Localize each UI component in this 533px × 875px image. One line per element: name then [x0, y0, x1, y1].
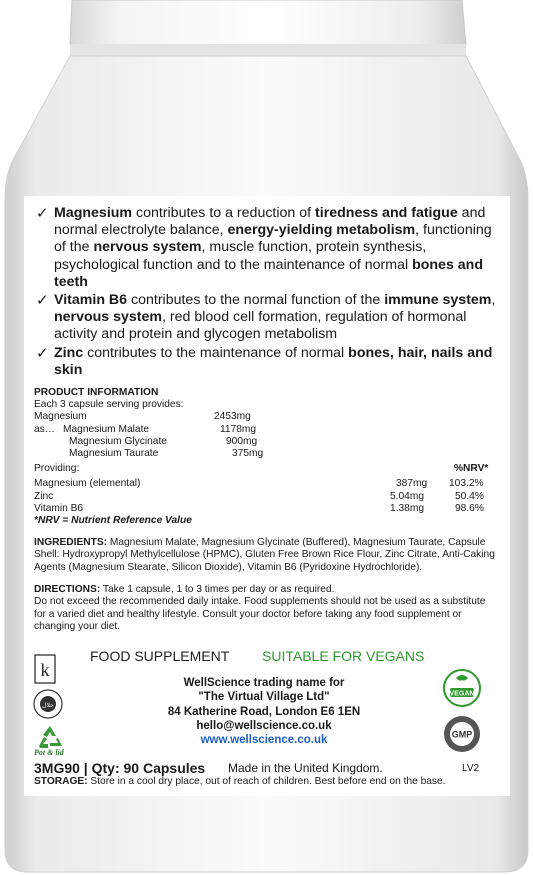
claim-bold-text: tiredness and fatigue	[315, 205, 458, 221]
nutrient-row	[34, 503, 500, 515]
serving-text: Each 3 capsule serving provides:	[34, 399, 184, 411]
claim-bold-text: Vitamin B6	[54, 292, 128, 309]
form-name: Magnesium Malate	[63, 423, 150, 435]
claim-bold-text: nervous system	[54, 309, 163, 326]
product-information	[34, 387, 500, 527]
magnesium-label: Magnesium	[34, 411, 87, 423]
nutrient-nrv: 50.4%	[455, 490, 484, 502]
vegan-badge-icon	[442, 668, 482, 708]
claim-bold-text: nervous system	[93, 239, 202, 256]
email-text: hello@wellscience.co.uk	[196, 719, 332, 732]
ingredients-label: INGREDIENTS:	[34, 537, 108, 549]
providing-row	[34, 463, 500, 475]
form-row	[34, 436, 500, 448]
storage	[34, 776, 446, 787]
claim-text: contributes to the maintenance of normal	[83, 344, 349, 361]
kosher-k-icon	[34, 654, 56, 684]
providing-label: Providing:	[34, 463, 80, 475]
storage-text: Store in a cool dry place, out of reach of children. Best before end on the base.	[87, 776, 446, 787]
company-address	[144, 676, 384, 747]
form-value: 375mg	[232, 448, 264, 459]
gmp-badge-icon	[442, 714, 482, 754]
logos-area	[34, 648, 500, 758]
directions-warning: Do not exceed the recommended daily intake. Food supplements should not be used as a substitute for a varied diet and healthy lifestyle. Consult your doctor before taking any food supplement or changing your diet.	[34, 596, 486, 632]
claim-bold-text: immune system	[384, 292, 492, 309]
nutrient-amount: 1.38mg	[390, 502, 424, 514]
directions-text: Take 1 capsule, 1 to 3 times per day or as required.	[100, 584, 335, 596]
vegan-badge-text: VEGAN	[449, 690, 475, 698]
made-in-text: Made in the United Kingdom.	[228, 761, 383, 775]
suitable-for-vegans-text: SUITABLE FOR VEGANS	[262, 648, 425, 664]
checkmark-icon: ✓	[36, 205, 49, 222]
claim-bold-text: energy-yielding metabolism	[227, 222, 416, 239]
product-code: 3MG90 | Qty: 90 Capsules	[34, 760, 206, 776]
nutrient-name: Vitamin B6	[34, 502, 84, 514]
nutrient-amount: 5.04mg	[390, 490, 424, 502]
form-row	[34, 424, 500, 436]
health-claim	[34, 205, 500, 291]
nutrient-nrv: 103.2%	[449, 478, 484, 490]
form-value: 1178mg	[220, 423, 257, 435]
nutrient-amount: 387mg	[396, 478, 428, 490]
directions	[34, 584, 500, 633]
food-supplement-text: FOOD SUPPLEMENT	[90, 648, 230, 664]
claim-bold-text: bones, hair, nails and skin	[54, 344, 493, 378]
nutrient-name: Magnesium (elemental)	[34, 478, 141, 490]
health-claim	[34, 292, 500, 344]
claim-text: , red blood cell formation, regulation of hormonal activity and protein and glycogen metabolism	[54, 309, 467, 343]
claim-text: contributes to a reduction of	[132, 205, 316, 221]
address-line: "The Virtual Village Ltd"	[198, 691, 330, 704]
product-label	[34, 205, 500, 633]
nutrient-row	[34, 478, 500, 490]
nutrient-name: Zinc	[34, 490, 54, 502]
ingredients-text: Magnesium Malate, Magnesium Glycinate (Buffered), Magnesium Taurate, Capsule Shell: Hydroxypropyl Methylcellulose (HPMC), Gluten Free Brown Rice Flour, Zinc Citrate, Anti-Caking Agents (Magnesium Stearate, Silicon Dioxide), Vitamin B6 (Pyridoxine Hydrochloride).	[34, 537, 495, 573]
claim-text: and normal electrolyte balance,	[54, 205, 486, 239]
nutrient-nrv: 98.6%	[455, 502, 484, 514]
halal-icon	[32, 688, 64, 720]
form-name: Magnesium Taurate	[69, 448, 159, 459]
form-value: 900mg	[226, 435, 258, 447]
storage-label: STORAGE:	[34, 776, 88, 787]
lv-code: LV2	[462, 763, 480, 774]
pot-lid-text: Pot & lid	[34, 748, 64, 757]
recycle-icon	[36, 724, 64, 750]
checkmark-icon: ✓	[36, 292, 49, 310]
claim-bold-text: Zinc	[54, 344, 84, 361]
gmp-badge-text: GMP	[451, 729, 473, 740]
svg-text:حلال: حلال	[42, 702, 54, 709]
form-name: Magnesium Glycinate	[69, 435, 167, 447]
claim-bold-text: Magnesium	[54, 205, 133, 221]
health-claims	[34, 205, 500, 379]
checkmark-icon: ✓	[36, 344, 49, 362]
claim-text: ,	[491, 292, 496, 309]
nrv-header: %NRV*	[454, 463, 489, 475]
form-row	[34, 448, 500, 460]
website-link[interactable]: www.wellscience.co.uk	[200, 734, 328, 747]
product-info-title: PRODUCT INFORMATION	[34, 387, 159, 399]
nrv-note: *NRV = Nutrient Reference Value	[34, 514, 192, 526]
directions-label: DIRECTIONS:	[34, 584, 101, 596]
address-line: WellScience trading name for	[183, 677, 345, 689]
ingredients	[34, 537, 500, 574]
health-claim	[34, 345, 500, 379]
svg-text:k: k	[40, 660, 50, 680]
as-label: as…	[34, 423, 55, 435]
magnesium-value: 2453mg	[214, 411, 251, 423]
claim-text: contributes to the normal function of the	[127, 292, 385, 309]
claim-bold-text: bones and teeth	[54, 256, 484, 290]
nutrient-row	[34, 491, 500, 503]
claim-text: , functioning of the	[54, 222, 492, 256]
address-line: 84 Katherine Road, London E6 1EN	[167, 705, 361, 718]
claim-text: , muscle function, protein synthesis, psychological function and to the maintenance of normal	[54, 239, 427, 273]
magnesium-row	[34, 411, 500, 423]
